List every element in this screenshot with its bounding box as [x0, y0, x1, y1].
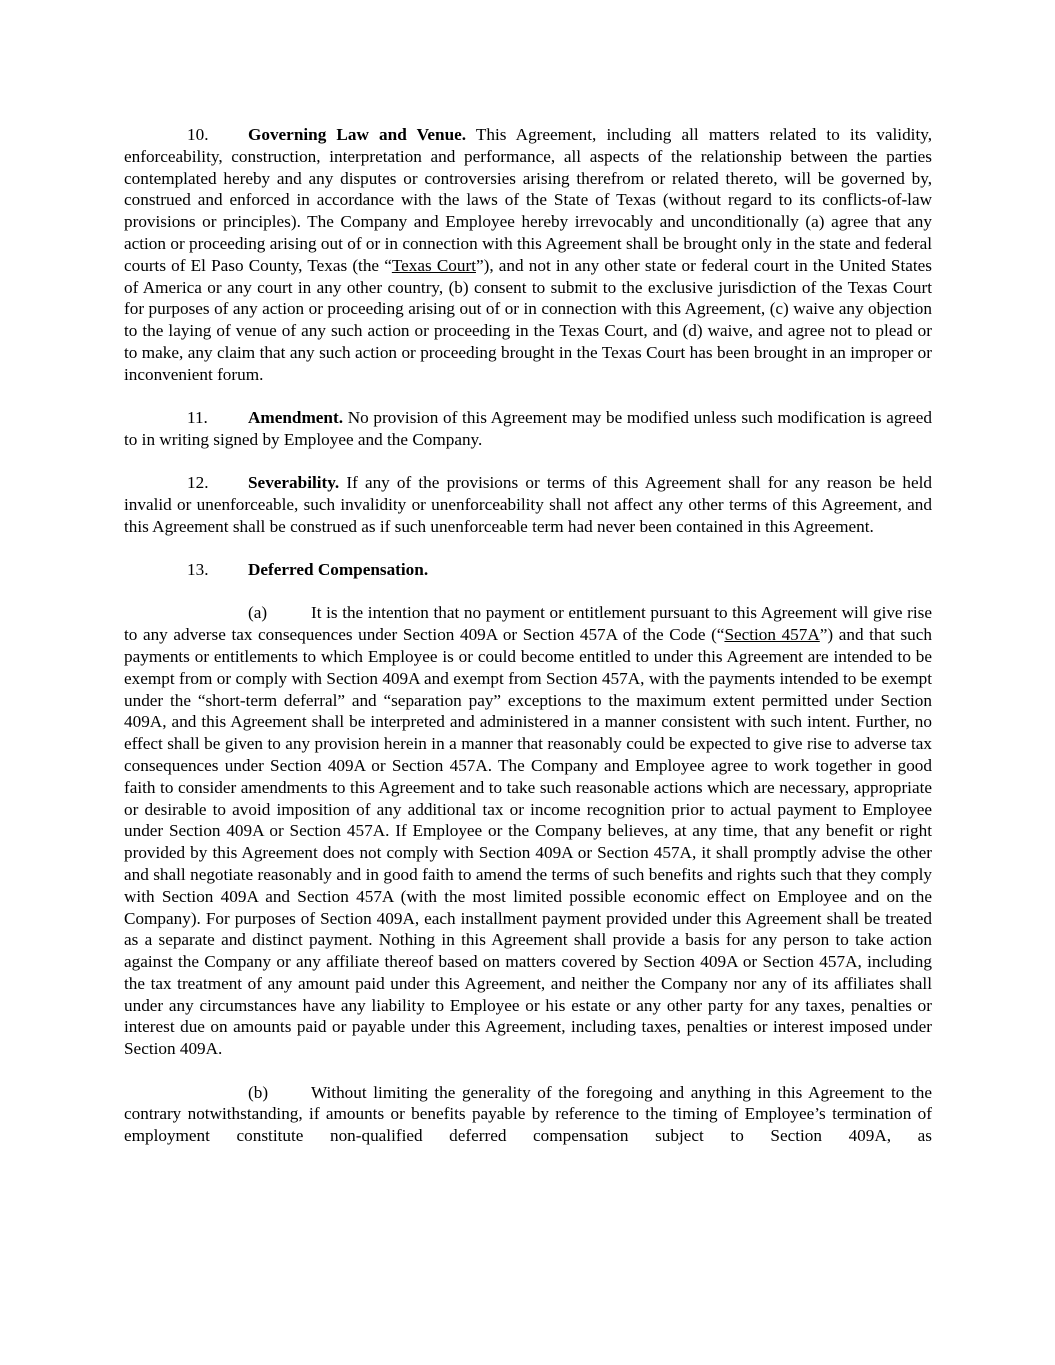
- section-13-deferred-compensation: [124, 559, 932, 581]
- section-heading: Severability.: [248, 473, 340, 493]
- subsection-text: Without limiting the generality of the foregoing and anything in this Agreement to the contrary notwithstanding, if amounts or benefits payable by reference to the timing of Employee’s termination of employment constitute non-qualified deferred compensation subject to Section 409A, as: [124, 1082, 932, 1146]
- subsection-text: It is the intention that no payment or entitlement pursuant to this Agreement will give rise to any adverse tax consequences under Section 409A or Section 457A of the Code (“: [124, 603, 932, 645]
- subsection-13a: [124, 602, 932, 1060]
- section-10-governing-law: [124, 124, 932, 386]
- defined-term-section-457a: Section 457A: [724, 625, 820, 645]
- section-heading: Amendment.: [248, 408, 344, 428]
- section-heading: Deferred Compensation.: [248, 560, 429, 580]
- subsection-label: (b): [248, 1082, 269, 1102]
- section-number: 10.: [187, 125, 209, 144]
- section-11-amendment: [124, 407, 932, 451]
- section-number: 12.: [187, 473, 209, 493]
- subsection-text-continued: ”) and that such payments or entitlements to which Employee is or could become entitled to under this Agreement are intended to be exempt from or comply with Section 409A and exempt from Section 457A, with the payments intended to be exempt under the “short-term deferral” and “separation pay” exceptions to the maximum extent permitted under Section 409A, and this Agreement shall be interpreted and administered in a manner consistent with such intent. Further, no effect shall be given to any provision herein in a manner that reasonably could be expected to give rise to adverse tax consequences under Section 409A or Section 457A. The Company and Employee agree to work together in good faith to consider amendments to this Agreement and to take such reasonable actions which are necessary, appropriate or desirable to avoid imposition of any additional tax or income recognition prior to actual payment to Employee under Section 409A or Section 457A. If Employee or the Company believes, at any time, that any benefit or right provided by this Agreement does not comply with Section 409A or Section 457A, it shall promptly advise the other and shall negotiate reasonably and in good faith to amend the terms of such benefits and rights such that they comply with Section 409A and Section 457A (with the most limited possible economic effect on Employee and on the Company). For purposes of Section 409A, each installment payment provided under this Agreement shall be treated as a separate and distinct payment. Nothing in this Agreement shall provide a basis for any person to take action against the Company or any affiliate thereof based on matters covered by Section 409A or Section 457A, including the tax treatment of any amount paid under this Agreement, and neither the Company nor any of its affiliates shall under any circumstances have any liability to Employee or his estate or any other party for any taxes, penalties or interest due on amounts paid or payable under this Agreement, including taxes, penalties or interest imposed under Section 409A.: [124, 625, 933, 1059]
- section-12-severability: [124, 472, 932, 537]
- section-heading: Governing Law and Venue.: [248, 125, 467, 144]
- section-text-continued: ”), and not in any other state or federal court in the United States of America or any court in any other country, (b) consent to submit to the exclusive jurisdiction of the Texas Court for purposes of any action or proceeding arising out of or in connection with this Agreement, (c) waive any objection to the laying of venue of any such action or proceeding in the Texas Court, and (d) waive, and agree not to plead or to make, any claim that any such action or proceeding brought in the Texas Court has been brought in an improper or inconvenient forum.: [124, 255, 932, 384]
- section-number: 11.: [187, 408, 208, 428]
- defined-term-texas-court: Texas Court: [391, 255, 476, 275]
- section-number: 13.: [187, 560, 209, 580]
- subsection-13b: [124, 1082, 932, 1147]
- section-text: This Agreement, including all matters related to its validity, enforceability, construction, interpretation and performance, all aspects of the relationship between the parties contemplated hereby and any disputes or controversies arising therefrom or related thereto, will be governed by, construed and enforced in accordance with the laws of the State of Texas (without regard to its conflicts-of-law provisions or principles). The Company and Employee hereby irrevocably and unconditionally (a) agree that any action or proceeding arising out of or in connection with this Agreement shall be brought only in the state and federal courts of El Paso County, Texas (the “: [124, 125, 932, 275]
- document-page: [124, 124, 932, 1168]
- subsection-label: (a): [248, 603, 268, 623]
- section-text: No provision of this Agreement may be modified unless such modification is agreed to in writing signed by Employee and the Company.: [124, 408, 932, 449]
- section-text: If any of the provisions or terms of this Agreement shall for any reason be held invalid or unenforceable, such invalidity or unenforceability shall not affect any other terms of this Agreement, and this Agreement shall be construed as if such unenforceable term had never been contained in this Agreement.: [124, 473, 932, 536]
